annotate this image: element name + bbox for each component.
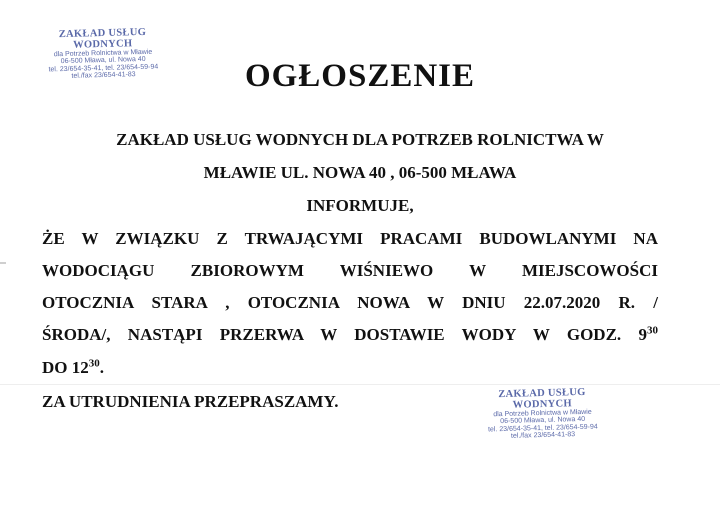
body-line-8-text: DO 12 [42,358,89,377]
body-line-2: MŁAWIE UL. NOWA 40 , 06-500 MŁAWA [203,163,517,182]
company-stamp-bottom [469,386,615,441]
stamp-line: tel. 23/654-35-41, tel. 23/654-59-94 [487,423,598,434]
body-line-5: WODOCIĄGU ZBIOROWYM WIŚNIEWO W MIEJSCOWOŚCI [42,261,658,280]
stamp-line: tel. 23/654-35-41, tel. 23/654-59-94 [48,63,159,74]
scan-edge-mark [0,262,6,264]
stamp-line: tel./fax 23/654-41-83 [510,431,576,440]
body-line-6: OTOCZNIA STARA , OTOCZNIA NOWA W DNIU 22.07.2020 R. / [42,293,658,312]
body-line-7-text: ŚRODA/, NASTĄPI PRZERWA W DOSTAWIE WODY W GODZ. 9 [42,325,647,344]
time-superscript: 30 [88,357,100,370]
stamp-title: ZAKŁAD USŁUG WODNYCH [498,386,586,411]
stamp-line: tel./fax 23/654-41-83 [71,71,136,80]
stamp-line: 06-500 Mława, ul. Nowa 40 [60,56,146,66]
body-line-3: INFORMUJE, [306,196,414,215]
body-line-8-end: . [99,358,104,377]
paper-fold-line [0,384,720,385]
body-line-8 [42,358,104,378]
stamp-line: dla Potrzeb Rolnictwa w Mławie [53,48,153,59]
time-superscript: 30 [647,324,658,337]
stamp-title: ZAKŁAD USŁUG WODNYCH [58,26,147,51]
stamp-line: 06-500 Mława, ul. Nowa 40 [500,416,586,426]
body-line-1: ZAKŁAD USŁUG WODNYCH DLA POTRZEB ROLNICTWA W [116,130,604,149]
closing-line: ZA UTRUDNIENIA PRZEPRASZAMY. [42,392,339,411]
announcement-title: OGŁOSZENIE [244,58,476,94]
stamp-line: dla Potrzeb Rolnictwa w Mławie [493,408,592,419]
body-line-4: ŻE W ZWIĄZKU Z TRWAJĄCYMI PRACAMI BUDOWLANYMI NA [42,229,658,248]
body-line-7 [42,325,658,345]
